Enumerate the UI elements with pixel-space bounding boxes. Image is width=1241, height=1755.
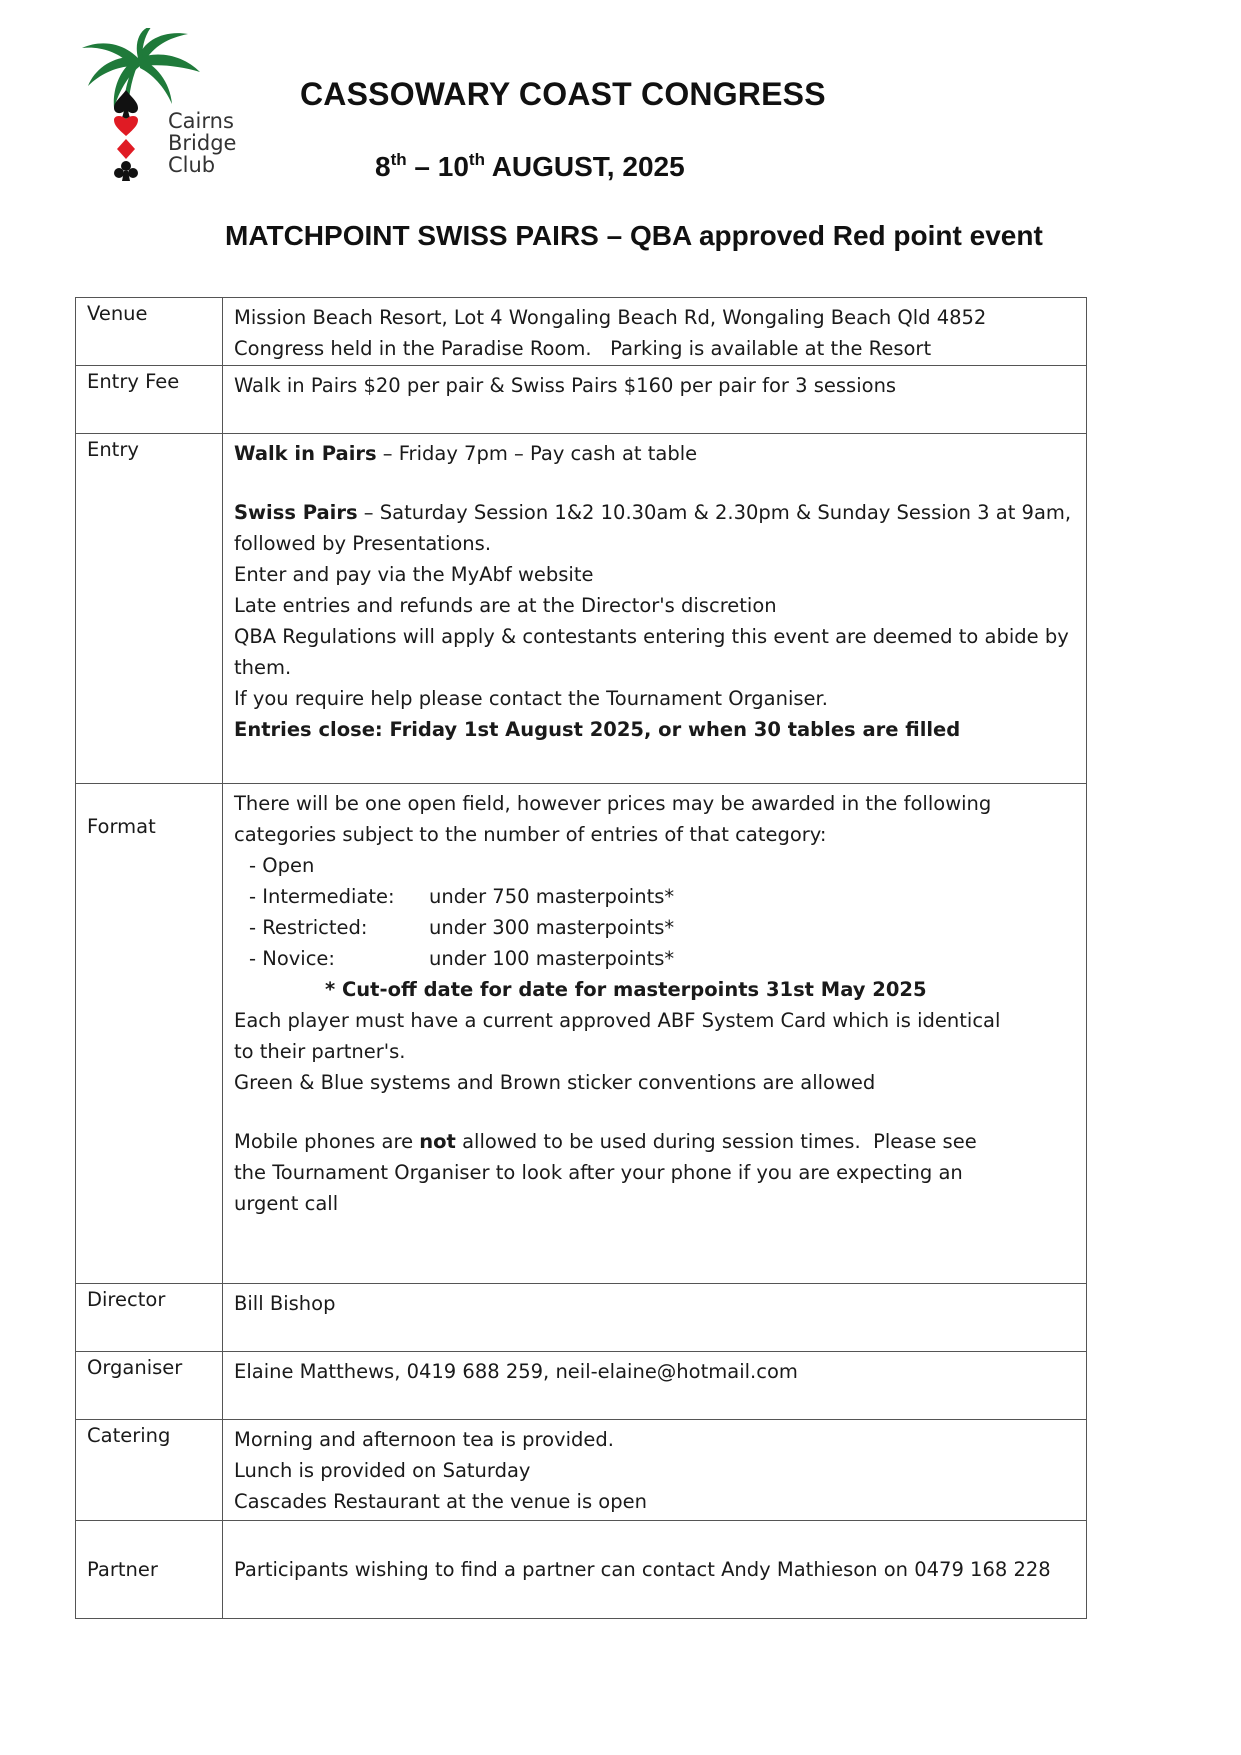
swiss-title: Swiss Pairs	[234, 501, 358, 524]
entry-line: Late entries and refunds are at the Director's discretion	[234, 594, 777, 617]
row-value	[223, 1284, 1087, 1352]
row-label	[76, 784, 223, 1284]
category-intermediate	[234, 881, 1086, 912]
mobile-not: not	[419, 1130, 456, 1153]
category-novice	[234, 943, 1086, 974]
mobile-line	[234, 1126, 1086, 1157]
catering-line: Morning and afternoon tea is provided.	[234, 1428, 614, 1451]
director-name: Bill Bishop	[234, 1292, 336, 1315]
date-start-suffix: th	[390, 150, 407, 169]
organiser-contact: Elaine Matthews, 0419 688 259, neil-elaine@hotmail.com	[234, 1360, 798, 1383]
row-value	[223, 1352, 1087, 1420]
row-value	[223, 784, 1087, 1284]
row-value	[223, 298, 1087, 366]
logo-text	[168, 110, 236, 176]
format-line: to their partner's.	[234, 1040, 406, 1063]
category-open: - Open	[249, 854, 315, 877]
row-value	[223, 1420, 1087, 1521]
venue-address: Mission Beach Resort, Lot 4 Wongaling Beach Rd, Wongaling Beach Qld 4852	[234, 306, 987, 329]
category-value: under 100 masterpoints*	[429, 947, 675, 970]
catering-line: Cascades Restaurant at the venue is open	[234, 1490, 647, 1513]
walkin-details: – Friday 7pm – Pay cash at table	[376, 442, 698, 465]
swiss-details: – Saturday Session 1&2 10.30am & 2.30pm & Sunday Session 3 at 9am,	[357, 501, 1072, 524]
mobile-pre: Mobile phones are	[234, 1130, 420, 1153]
diamond-icon	[117, 139, 135, 159]
date-start: 8	[375, 151, 391, 182]
catering-line: Lunch is provided on Saturday	[234, 1459, 531, 1482]
format-line: There will be one open field, however prices may be awarded in the following	[234, 792, 992, 815]
walkin-line	[234, 438, 1086, 469]
format-line: urgent call	[234, 1192, 339, 1215]
table-row-director	[76, 1284, 1087, 1352]
row-value	[223, 434, 1087, 784]
category-restricted	[234, 912, 1086, 943]
entry-line: followed by Presentations.	[234, 532, 492, 555]
row-label: Entry	[76, 434, 223, 784]
date-separator: – 10	[406, 151, 469, 182]
table-row-entry-fee	[76, 366, 1087, 434]
date-month-year: AUGUST, 2025	[484, 151, 685, 182]
row-label: Catering	[76, 1420, 223, 1521]
logo-line: Bridge	[168, 131, 237, 155]
entry-line: QBA Regulations will apply & contestants entering this event are deemed to abide by	[234, 625, 1069, 648]
club-icon	[114, 161, 138, 181]
date-end-suffix: th	[468, 150, 485, 169]
entry-line: If you require help please contact the Tournament Organiser.	[234, 687, 828, 710]
row-label: Venue	[76, 298, 223, 366]
format-label: Format	[87, 815, 156, 838]
category-value: under 300 masterpoints*	[429, 916, 675, 939]
table-row-catering	[76, 1420, 1087, 1521]
category-label: - Intermediate:	[249, 885, 395, 908]
row-label: Director	[76, 1284, 223, 1352]
table-row-format	[76, 784, 1087, 1284]
event-dates	[375, 151, 685, 183]
row-label: Organiser	[76, 1352, 223, 1420]
table-row-partner	[76, 1521, 1087, 1619]
cutoff-note: * Cut-off date for date for masterpoints 31st May 2025	[325, 978, 927, 1001]
format-line: categories subject to the number of entries of that category:	[234, 823, 827, 846]
category-label: - Restricted:	[249, 916, 368, 939]
walkin-title: Walk in Pairs	[234, 442, 377, 465]
category-label: - Novice:	[249, 947, 335, 970]
table-row-entry	[76, 434, 1087, 784]
event-subtitle: MATCHPOINT SWISS PAIRS – QBA approved Red point event	[225, 220, 1043, 251]
page-title: CASSOWARY COAST CONGRESS	[300, 76, 826, 112]
format-line: Each player must have a current approved ABF System Card which is identical	[234, 1009, 1001, 1032]
entries-close: Entries close: Friday 1st August 2025, or when 30 tables are filled	[234, 718, 961, 741]
format-line: the Tournament Organiser to look after your phone if you are expecting an	[234, 1161, 963, 1184]
venue-room: Congress held in the Paradise Room. Parking is available at the Resort	[234, 337, 932, 360]
heart-icon	[114, 116, 138, 136]
format-line: Green & Blue systems and Brown sticker conventions are allowed	[234, 1071, 876, 1094]
entry-line: them.	[234, 656, 292, 679]
entry-fee-text: Walk in Pairs $20 per pair & Swiss Pairs $160 per pair for 3 sessions	[234, 374, 897, 397]
logo-line: Cairns	[168, 109, 234, 133]
event-info-table	[75, 297, 1087, 1619]
table-row-organiser	[76, 1352, 1087, 1420]
swiss-line	[234, 497, 1086, 528]
logo-line: Club	[168, 153, 216, 177]
table-row-venue	[76, 298, 1087, 366]
row-value	[223, 1521, 1087, 1619]
row-label: Partner	[76, 1521, 223, 1619]
row-label: Entry Fee	[76, 366, 223, 434]
entry-line: Enter and pay via the MyAbf website	[234, 563, 594, 586]
row-value	[223, 366, 1087, 434]
category-value: under 750 masterpoints*	[429, 885, 675, 908]
mobile-post: allowed to be used during session times. Please see	[455, 1130, 977, 1153]
partner-text: Participants wishing to find a partner can contact Andy Mathieson on 0479 168 228	[234, 1558, 1051, 1581]
